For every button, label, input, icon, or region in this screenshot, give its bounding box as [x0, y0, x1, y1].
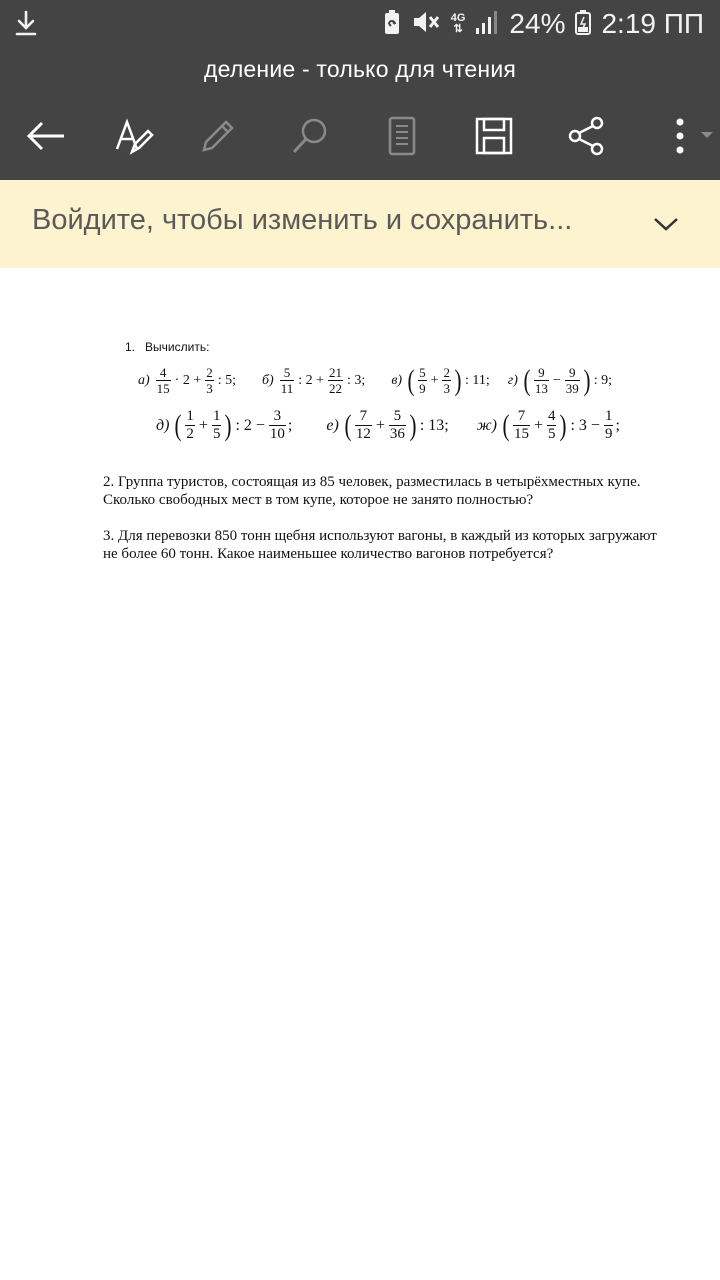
search-button[interactable] [282, 108, 338, 164]
item-g-label: г) [507, 372, 518, 388]
sign-in-banner[interactable] [0, 180, 720, 268]
edit-button[interactable] [106, 108, 162, 164]
search-icon [290, 116, 330, 156]
expression-text: : 9; [593, 372, 613, 388]
save-button[interactable] [466, 108, 522, 164]
download-icon [14, 10, 38, 42]
item-e-label: е) [326, 416, 339, 434]
fraction: $\frac{1}{2}$ [186, 408, 194, 442]
expression-text: : 11; [464, 372, 490, 388]
battery-percent: 24% [509, 8, 566, 39]
fraction: $\frac{9}{13}$ [534, 365, 548, 396]
expression-text: ; [287, 416, 293, 434]
document-page[interactable] [0, 268, 720, 1280]
right-paren: ) [224, 408, 232, 442]
battery-icon [575, 8, 591, 40]
edit-text-icon [114, 116, 154, 156]
expression-text: : 13; [419, 416, 449, 434]
item-v-label: в) [391, 372, 403, 388]
operator: − [552, 372, 561, 388]
operator: + [533, 416, 543, 434]
fraction: $\frac{1}{9}$ [604, 408, 613, 442]
reading-view-button[interactable] [374, 108, 430, 164]
battery-saver-icon [383, 8, 401, 40]
fraction: $\frac{2}{3}$ [443, 365, 450, 396]
expression-text: : 2 − [235, 416, 265, 434]
share-icon [566, 116, 606, 156]
task-3-text: 3. Для перевозки 850 тонн щебня используют вагоны, в каждый из которых загружают не более 60 тонн. Какое наименьшее количество вагонов потребуется? [103, 528, 657, 562]
operator: + [430, 372, 439, 388]
back-button[interactable] [18, 108, 74, 164]
fraction: $\frac{5}{36}$ [389, 408, 405, 442]
draw-button[interactable] [190, 108, 246, 164]
right-paren: ) [559, 408, 567, 442]
expression-text: : 3; [347, 372, 366, 388]
chevron-down-icon[interactable] [650, 210, 682, 238]
fraction: $\frac{1}{5}$ [212, 408, 221, 442]
back-arrow-icon [26, 120, 66, 152]
signal-icon [475, 9, 499, 39]
left-paren: ( [407, 363, 415, 397]
document-title: деление - только для чтения [203, 56, 517, 82]
expression-text: : 2 + [298, 372, 325, 388]
fraction: $\frac{3}{10}$ [269, 408, 285, 442]
expression-text: : 5; [217, 372, 237, 388]
fraction: $\frac{5}{9}$ [419, 365, 426, 396]
left-paren: ( [523, 363, 531, 397]
fraction: $\frac{5}{11}$ [280, 365, 294, 396]
clock: 2:19 ПП [601, 8, 704, 39]
data-arrows-icon: ⇅ [453, 23, 463, 35]
left-paren: ( [174, 408, 182, 442]
save-icon [474, 116, 514, 156]
fraction: $\frac{9}{39}$ [565, 365, 579, 396]
fraction: $\frac{4}{15}$ [156, 365, 170, 396]
share-button[interactable] [558, 108, 614, 164]
item-a-label: а) [138, 372, 150, 388]
operator: + [198, 416, 208, 434]
mute-icon [411, 8, 441, 40]
right-paren: ) [409, 408, 417, 442]
pencil-icon [198, 116, 238, 156]
fraction: $\frac{21}{22}$ [329, 365, 343, 396]
fraction: $\frac{7}{12}$ [355, 408, 371, 442]
reading-view-icon [386, 116, 418, 156]
item-zh-label: ж) [476, 416, 497, 434]
network-label: 4G [450, 12, 466, 24]
app-toolbar [0, 48, 720, 180]
task-1-title: Вычислить: [145, 340, 210, 354]
item-b-label: б) [262, 372, 274, 388]
fraction: $\frac{7}{15}$ [513, 408, 529, 442]
network-type [451, 13, 466, 35]
left-paren: ( [344, 408, 352, 442]
operator: + [375, 416, 385, 434]
item-d-label: д) [156, 416, 170, 434]
sign-in-banner-text: Войдите, чтобы изменить и сохранить... [32, 204, 573, 236]
more-options-button[interactable] [656, 108, 716, 164]
status-bar [0, 0, 720, 48]
more-options-icon [658, 116, 714, 156]
expression-text: : 3 − [570, 416, 600, 434]
left-paren: ( [502, 408, 510, 442]
expression-text: · 2 + [174, 372, 202, 388]
right-paren: ) [583, 363, 591, 397]
task-2-text: 2. Группа туристов, состоящая из 85 человек, разместилась в четырёхместных купе. Сколько свободных мест в том купе, которое не занято полностью? [103, 474, 641, 508]
task-1-row-1 [138, 365, 614, 396]
task-1-row-2 [156, 408, 620, 443]
right-paren: ) [454, 363, 462, 397]
task-1-heading [125, 340, 209, 354]
expression-text: ; [615, 416, 620, 434]
task-1-number: 1. [125, 340, 136, 354]
fraction: $\frac{2}{3}$ [206, 365, 213, 396]
fraction: $\frac{4}{5}$ [547, 408, 556, 442]
